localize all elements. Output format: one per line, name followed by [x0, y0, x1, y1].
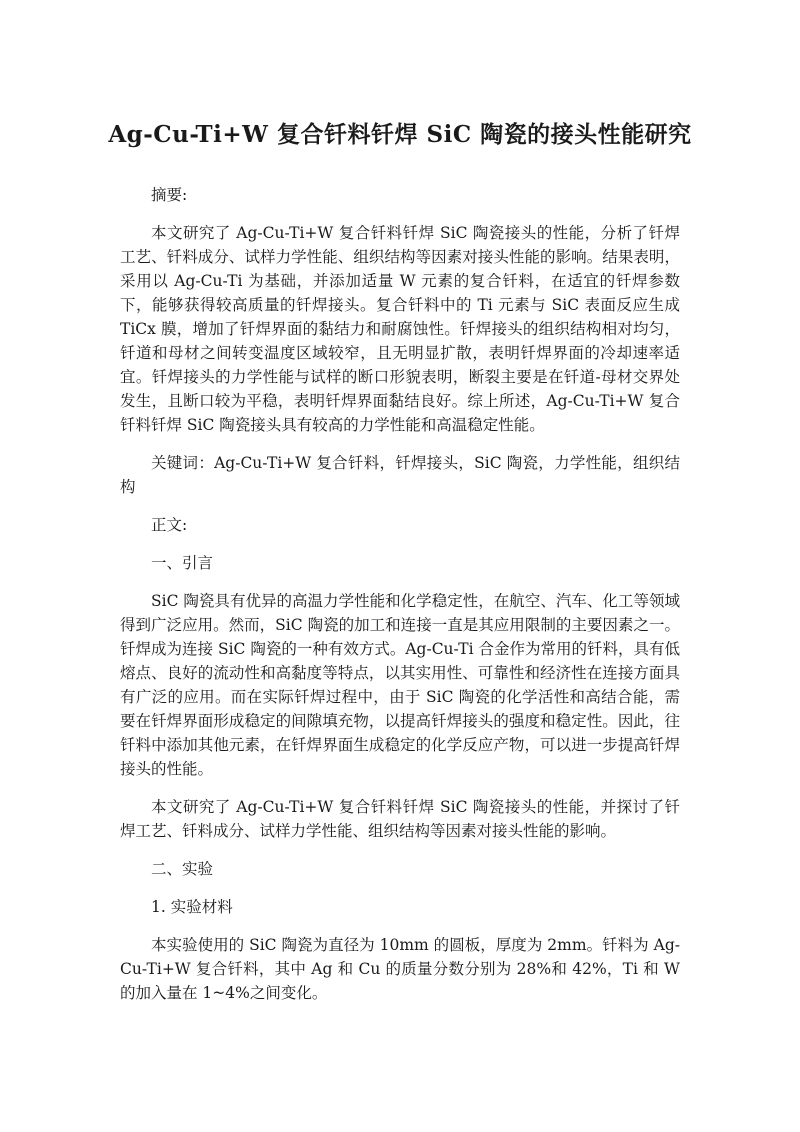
abstract-label: 摘要: [151, 186, 188, 204]
body-label: 正文: [151, 516, 188, 534]
subsection-heading-materials: 1. 实验材料 [151, 898, 233, 916]
document-title: Ag-Cu-Ti+W 复合钎料钎焊 SiC 陶瓷的接头性能研究 [108, 121, 692, 148]
intro-paragraph-2: 本文研究了 Ag-Cu-Ti+W 复合钎料钎焊 SiC 陶瓷接头的性能，并探讨了钎焊工艺、钎料成分、试样力学性能、组织结构等因素对接头性能的影响。 [120, 798, 680, 840]
section-heading-intro: 一、引言 [151, 554, 214, 572]
intro-paragraph-1: SiC 陶瓷具有优异的高温力学性能和化学稳定性，在航空、汽车、化工等领域得到广泛应用。然而，SiC 陶瓷的加工和连接一直是其应用限制的主要因素之一。钎焊成为连接 SiC 陶瓷的一种有效方式。Ag-Cu-Ti 合金作为常用的钎料，具有低熔点、良好的流动性和高黏度等特点，以其实用性、可靠性和经济性在连接方面具有广泛的应用。而在实际钎焊过程中，由于 SiC 陶瓷的化学活性和高结合能，需要在钎焊界面形成稳定的间隙填充物，以提高钎焊接头的强度和稳定性。因此，往钎料中添加其他元素，在钎焊界面生成稳定的化学反应产物，可以进一步提高钎焊接头的性能。 [120, 592, 680, 778]
abstract-paragraph: 本文研究了 Ag-Cu-Ti+W 复合钎料钎焊 SiC 陶瓷接头的性能，分析了钎焊工艺、钎料成分、试样力学性能、组织结构等因素对接头性能的影响。结果表明，采用以 Ag-Cu-Ti 为基础，并添加适量 W 元素的复合钎料，在适宜的钎焊参数下，能够获得较高质量的钎焊接头。复合钎料中的 Ti 元素与 SiC 表面反应生成 TiCx 膜，增加了钎焊界面的黏结力和耐腐蚀性。钎焊接头的组织结构相对均匀，钎道和母材之间转变温度区域较窄，且无明显扩散，表明钎焊界面的冷却速率适宜。钎焊接头的力学性能与试样的断口形貌表明，断裂主要是在钎道-母材交界处发生，且断口较为平稳，表明钎焊界面黏结良好。综上所述，Ag-Cu-Ti+W 复合钎料钎焊 SiC 陶瓷接头具有较高的力学性能和高温稳定性能。 [120, 224, 680, 434]
materials-paragraph: 本实验使用的 SiC 陶瓷为直径为 10mm 的圆板，厚度为 2mm。钎料为 Ag-Cu-Ti+W 复合钎料，其中 Ag 和 Cu 的质量分数分别为 28%和 42%，Ti 和 W 的加入量在 1~4%之间变化。 [120, 936, 680, 1002]
abstract-section [120, 183, 680, 1005]
section-heading-experiment: 二、实验 [151, 860, 214, 878]
keywords-paragraph: 关键词：Ag-Cu-Ti+W 复合钎料，钎焊接头，SiC 陶瓷，力学性能，组织结构 [120, 454, 680, 496]
